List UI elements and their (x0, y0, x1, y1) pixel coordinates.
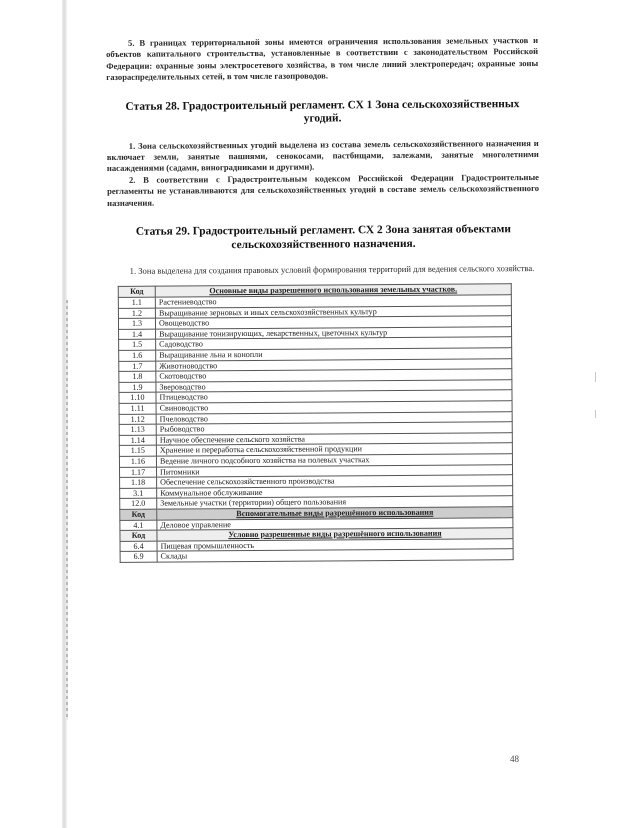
use-code: 1.17 (119, 467, 156, 478)
scan-speck (595, 410, 596, 418)
use-name: Склады (157, 549, 513, 562)
article-29-heading: Статья 29. Градостроительный регламент. СХ 2 Зона занятая объектами сельскохозяйственного назначения. (135, 223, 511, 251)
page-number: 48 (510, 754, 519, 764)
use-name: Научное обеспечение сельского хозяйства (156, 432, 512, 445)
use-name: Коммунальное обслуживание (157, 485, 513, 498)
use-code: 1.11 (119, 403, 156, 414)
document-page (106, 35, 542, 563)
use-name: Земельные участки (территории) общего пользования (157, 496, 513, 509)
use-code: 1.8 (119, 371, 156, 382)
land-use-table (118, 284, 514, 563)
section-title: Условно разрешенные виды разрешённого использования (157, 528, 513, 541)
use-name: Скотоводство (156, 369, 512, 382)
use-code: 1.9 (119, 382, 156, 393)
use-code: 1.13 (119, 424, 156, 435)
use-name: Ведение личного подсобного хозяйства на полевых участках (156, 454, 512, 467)
use-name: Питомники (156, 464, 512, 477)
use-code: 1.3 (118, 318, 155, 329)
code-column-header: Код (120, 509, 157, 520)
scan-binding-shadow (66, 300, 68, 720)
use-code: 1.6 (119, 350, 156, 361)
use-code: 1.4 (119, 329, 156, 340)
article-28-paragraph-1: 1. Зона сельскохозяйственных угодий выделена из состава земель сельскохозяйственного назначения и включает земли, занятые пашнями, сенокосами, пастбищами, залежами, занятые многолетними насаждениями (садами, виноградниками и другими). (106, 137, 539, 174)
use-name: Выращивание льна и конопли (156, 348, 512, 361)
use-code: 1.7 (119, 361, 156, 372)
use-name: Выращивание тонизирующих, лекарственных, цветочных культур (156, 327, 512, 340)
use-code: 1.16 (119, 456, 156, 467)
use-name: Рыбоводство (156, 422, 512, 435)
use-name: Садоводство (156, 337, 512, 350)
scan-speck (595, 372, 596, 382)
code-column-header: Код (118, 287, 155, 298)
use-name: Свиноводство (156, 401, 512, 414)
use-code: 1.5 (119, 340, 156, 351)
use-code: 1.1 (118, 297, 155, 308)
article-28-heading: Статья 28. Градостроительный регламент. СХ 1 Зона сельскохозяйственных угодий. (125, 97, 520, 125)
use-code: 4.1 (120, 520, 157, 531)
use-name: Пищевая промышленность (157, 538, 513, 551)
use-name: Выращивание зерновых и иных сельскохозяйственных культур (155, 305, 511, 318)
use-code: 6.4 (120, 541, 157, 552)
use-name: Птицеводство (156, 390, 512, 403)
use-code: 3.1 (120, 488, 157, 499)
use-code: 12.0 (120, 499, 157, 510)
use-name: Растениеводство (155, 295, 511, 308)
use-name: Пчеловодство (156, 411, 512, 424)
use-code: 1.15 (119, 446, 156, 457)
section-title: Вспомогательные виды разрешённого использования (157, 507, 513, 520)
use-code: 1.14 (119, 435, 156, 446)
use-code: 1.10 (119, 393, 156, 404)
article-29-paragraph-1: 1. Зона выделена для создания правовых условий формирования территорий для ведения сельского хозяйства. (129, 263, 535, 276)
use-code: 1.2 (118, 308, 155, 319)
use-code: 6.9 (120, 551, 157, 562)
use-code: 1.18 (120, 477, 157, 488)
intro-paragraph: 5. В границах территориальной зоны имеются ограничения использования земельных участков и объектов капитального строительства, установленные в соответствии с законодательством Российской Федерации: охранные зоны электросетевого хозяйства, в том числе линий электропередач; охранные зоны газораспределительных сетей, в том числе газопроводов. (106, 34, 539, 83)
use-name: Овощеводство (155, 316, 511, 329)
use-name: Хранение и переработка сельскохозяйственной продукции (156, 443, 512, 456)
table-row (120, 549, 513, 562)
code-column-header: Код (120, 530, 157, 541)
section-title: Основные виды разрешенного использования земельных участков. (155, 284, 511, 297)
article-28-paragraph-2: 2. В соответствии с Градостроительным кодексом Российской Федерации Градостроительные регламенты не устанавливаются для сельскохозяйственных угодий в составе земель сельскохозяйственного назначения. (107, 171, 540, 208)
use-name: Животноводство (156, 358, 512, 371)
use-name: Деловое управление (157, 517, 513, 530)
use-name: Звероводство (156, 379, 512, 392)
use-name: Обеспечение сельскохозяйственного производства (157, 475, 513, 488)
use-code: 1.12 (119, 414, 156, 425)
